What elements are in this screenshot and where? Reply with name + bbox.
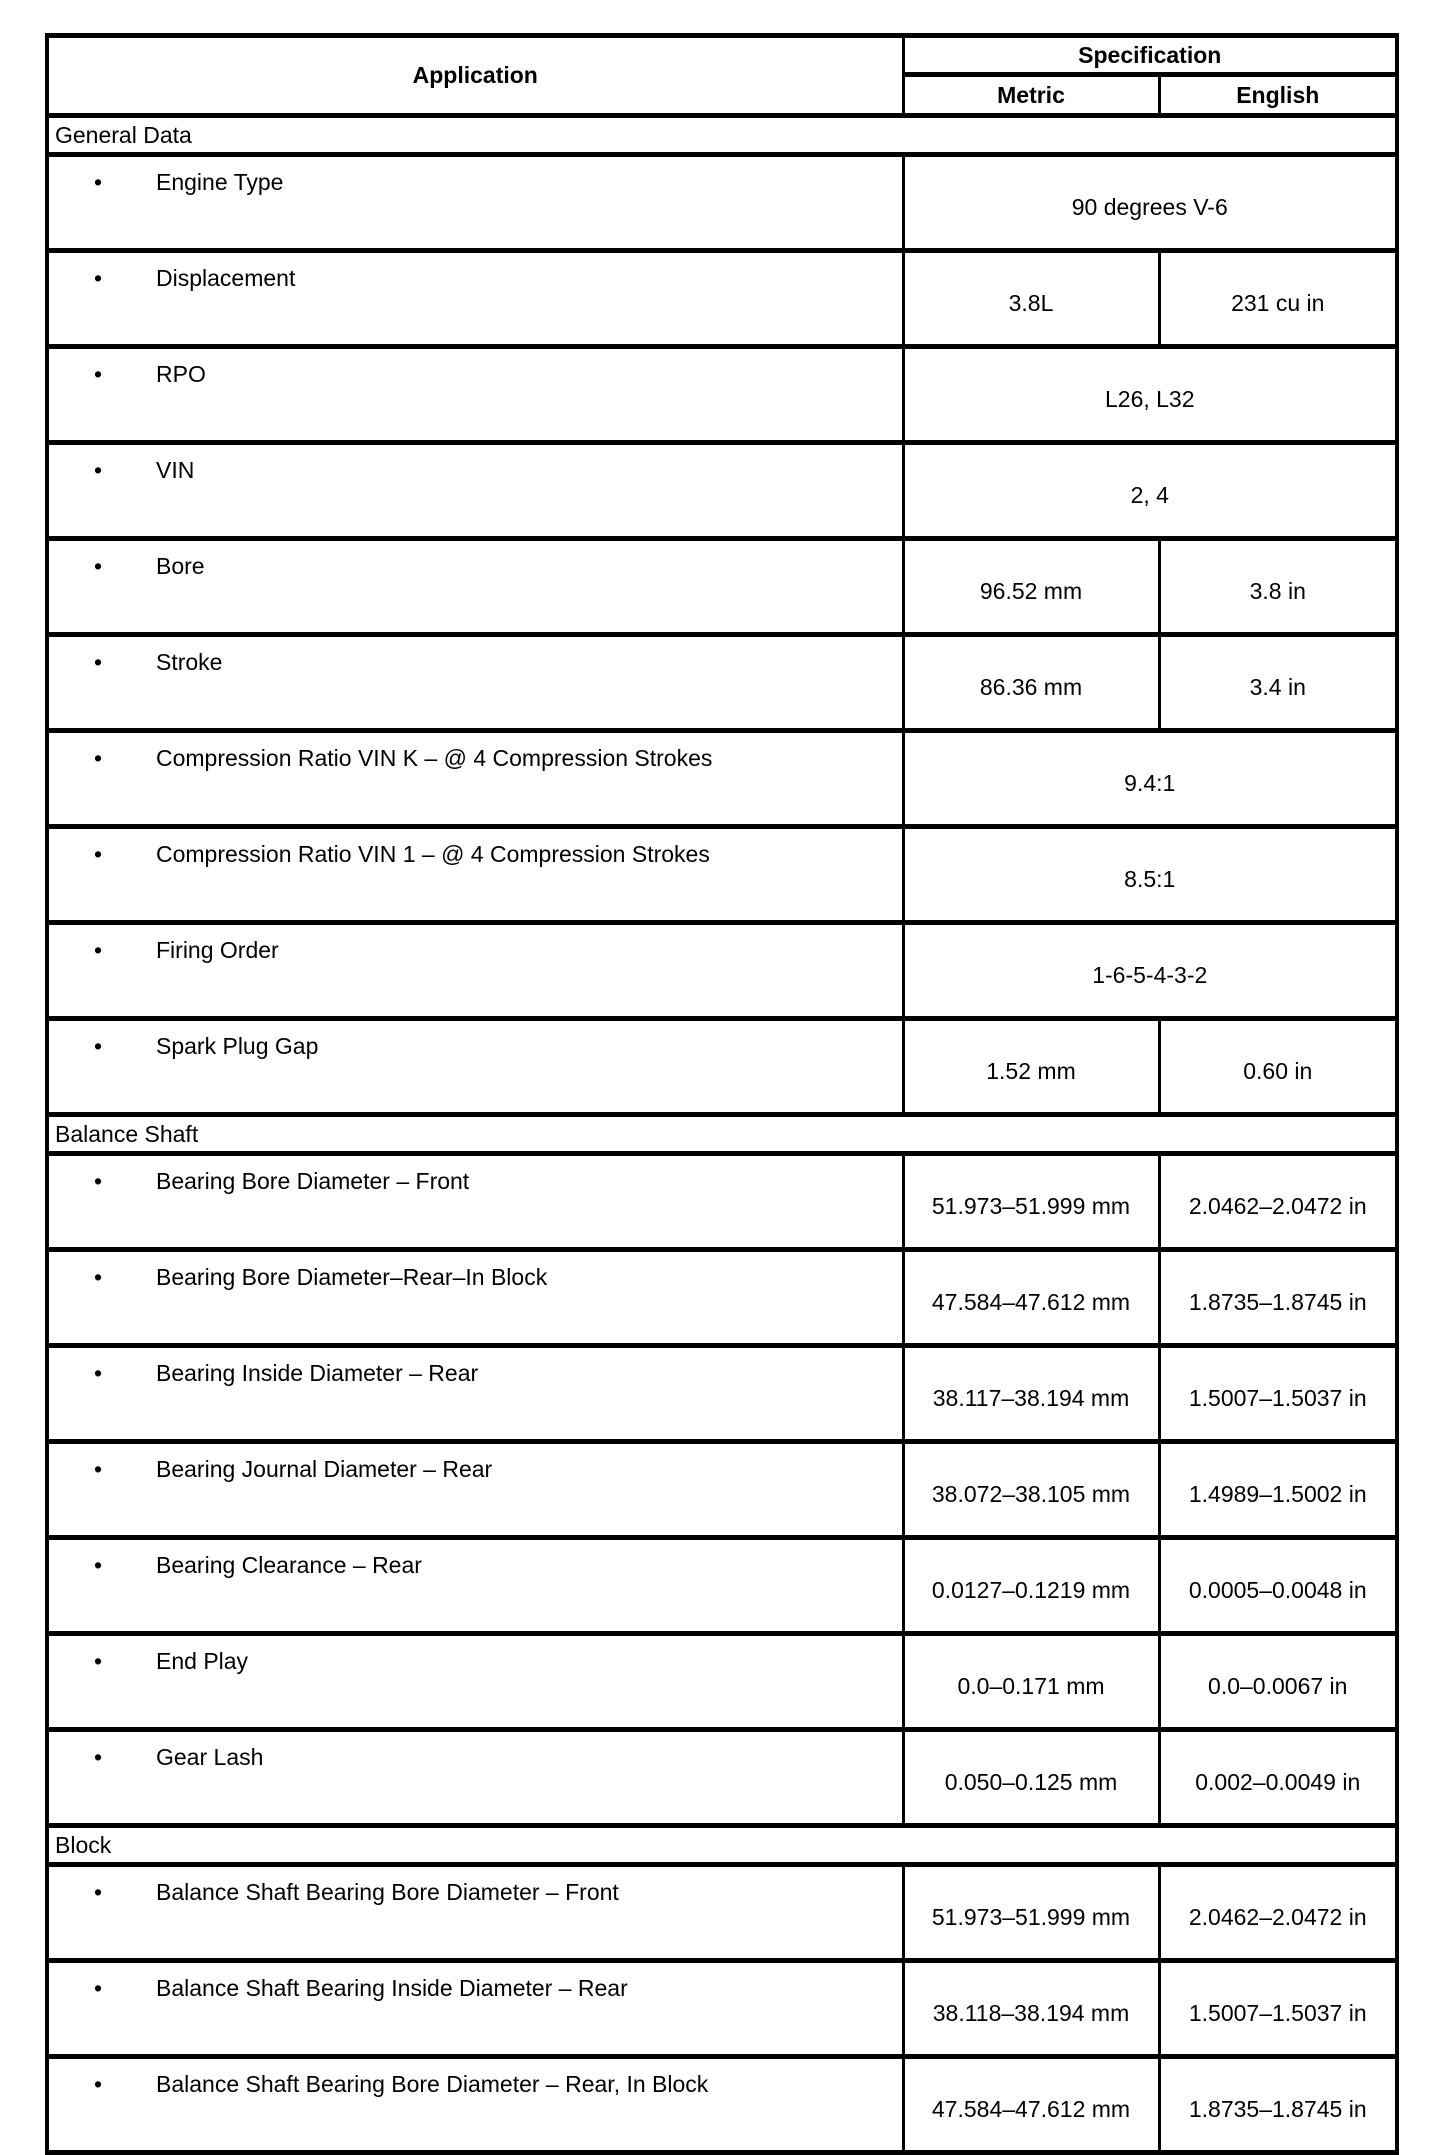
bullet-icon: • <box>94 1168 103 1194</box>
table-row <box>47 1346 1397 1442</box>
application-cell <box>47 731 903 827</box>
bullet-icon: • <box>94 937 103 963</box>
bullet-icon: • <box>94 841 103 867</box>
spec-value: 1-6-5-4-3-2 <box>903 923 1397 1019</box>
application-label: Bearing Inside Diameter – Rear <box>156 1360 479 1386</box>
application-label: RPO <box>156 361 206 387</box>
spec-value: 90 degrees V-6 <box>903 155 1397 251</box>
application-cell <box>47 827 903 923</box>
application-cell <box>47 1634 903 1730</box>
bullet-icon: • <box>94 553 103 579</box>
application-cell <box>47 1250 903 1346</box>
application-cell <box>47 1442 903 1538</box>
metric-value: 38.117–38.194 mm <box>903 1346 1159 1442</box>
metric-value: 47.584–47.612 mm <box>903 1250 1159 1346</box>
bullet-icon: • <box>94 1975 103 2001</box>
section-title: General Data <box>47 116 1397 155</box>
header-application: Application <box>47 36 903 116</box>
bullet-icon: • <box>94 361 103 387</box>
bullet-icon: • <box>94 1360 103 1386</box>
table-row <box>47 1730 1397 1826</box>
table-row <box>47 155 1397 251</box>
application-label: Balance Shaft Bearing Inside Diameter – Rear <box>156 1975 628 2001</box>
application-cell <box>47 923 903 1019</box>
application-label: Firing Order <box>156 937 279 963</box>
application-cell <box>47 443 903 539</box>
application-cell <box>47 1538 903 1634</box>
metric-value: 51.973–51.999 mm <box>903 1154 1159 1250</box>
metric-value: 0.0127–0.1219 mm <box>903 1538 1159 1634</box>
application-cell <box>47 251 903 347</box>
metric-value: 1.52 mm <box>903 1019 1159 1115</box>
application-label: Bearing Clearance – Rear <box>156 1552 422 1578</box>
application-label: Bearing Bore Diameter–Rear–In Block <box>156 1264 548 1290</box>
bullet-icon: • <box>94 169 103 195</box>
metric-value: 0.050–0.125 mm <box>903 1730 1159 1826</box>
metric-value: 47.584–47.612 mm <box>903 2057 1159 2153</box>
table-row <box>47 539 1397 635</box>
english-value: 0.0–0.0067 in <box>1159 1634 1397 1730</box>
english-value: 2.0462–2.0472 in <box>1159 1865 1397 1961</box>
specifications-table <box>45 33 1399 2155</box>
bullet-icon: • <box>94 2071 103 2097</box>
application-label: End Play <box>156 1648 249 1674</box>
bullet-icon: • <box>94 649 103 675</box>
application-label: Engine Type <box>156 169 284 195</box>
application-label: Gear Lash <box>156 1744 264 1770</box>
bullet-icon: • <box>94 1648 103 1674</box>
application-cell <box>47 155 903 251</box>
application-cell <box>47 1019 903 1115</box>
bullet-icon: • <box>94 457 103 483</box>
application-cell <box>47 1154 903 1250</box>
application-cell <box>47 1346 903 1442</box>
english-value: 3.4 in <box>1159 635 1397 731</box>
section-title: Block <box>47 1826 1397 1865</box>
english-value: 1.8735–1.8745 in <box>1159 1250 1397 1346</box>
bullet-icon: • <box>94 1264 103 1290</box>
table-row <box>47 1154 1397 1250</box>
application-cell <box>47 1730 903 1826</box>
table-row <box>47 1250 1397 1346</box>
metric-value: 0.0–0.171 mm <box>903 1634 1159 1730</box>
english-value: 1.5007–1.5037 in <box>1159 1346 1397 1442</box>
table-row <box>47 635 1397 731</box>
application-label: Compression Ratio VIN K – @ 4 Compression Strokes <box>156 745 713 771</box>
application-label: Balance Shaft Bearing Bore Diameter – Front <box>156 1879 619 1905</box>
bullet-icon: • <box>94 1456 103 1482</box>
spec-value: 2, 4 <box>903 443 1397 539</box>
metric-value: 96.52 mm <box>903 539 1159 635</box>
metric-value: 51.973–51.999 mm <box>903 1865 1159 1961</box>
metric-value: 38.118–38.194 mm <box>903 1961 1159 2057</box>
bullet-icon: • <box>94 1033 103 1059</box>
application-label: Bearing Journal Diameter – Rear <box>156 1456 493 1482</box>
table-row <box>47 1538 1397 1634</box>
bullet-icon: • <box>94 1744 103 1770</box>
spec-value: 9.4:1 <box>903 731 1397 827</box>
english-value: 1.5007–1.5037 in <box>1159 1961 1397 2057</box>
application-cell <box>47 539 903 635</box>
metric-value: 38.072–38.105 mm <box>903 1442 1159 1538</box>
metric-value: 3.8L <box>903 251 1159 347</box>
english-value: 231 cu in <box>1159 251 1397 347</box>
application-cell <box>47 635 903 731</box>
table-row <box>47 2057 1397 2153</box>
english-value: 0.0005–0.0048 in <box>1159 1538 1397 1634</box>
section-header-row <box>47 1115 1397 1154</box>
application-label: Stroke <box>156 649 223 675</box>
section-header-row <box>47 1826 1397 1865</box>
application-label: Spark Plug Gap <box>156 1033 319 1059</box>
metric-value: 86.36 mm <box>903 635 1159 731</box>
application-label: VIN <box>156 457 195 483</box>
english-value: 0.002–0.0049 in <box>1159 1730 1397 1826</box>
application-label: Balance Shaft Bearing Bore Diameter – Rear, In Block <box>156 2071 709 2097</box>
spec-value: L26, L32 <box>903 347 1397 443</box>
table-row <box>47 1634 1397 1730</box>
table-row <box>47 1019 1397 1115</box>
english-value: 1.4989–1.5002 in <box>1159 1442 1397 1538</box>
english-value: 0.60 in <box>1159 1019 1397 1115</box>
table-row <box>47 827 1397 923</box>
table-row <box>47 1865 1397 1961</box>
table-row <box>47 1961 1397 2057</box>
bullet-icon: • <box>94 265 103 291</box>
english-value: 1.8735–1.8745 in <box>1159 2057 1397 2153</box>
application-label: Bearing Bore Diameter – Front <box>156 1168 470 1194</box>
table-row <box>47 347 1397 443</box>
english-value: 2.0462–2.0472 in <box>1159 1154 1397 1250</box>
table-row <box>47 923 1397 1019</box>
english-value: 3.8 in <box>1159 539 1397 635</box>
application-cell <box>47 1865 903 1961</box>
section-header-row <box>47 116 1397 155</box>
table-row <box>47 731 1397 827</box>
bullet-icon: • <box>94 1552 103 1578</box>
header-specification: Specification <box>903 36 1397 75</box>
application-label: Bore <box>156 553 205 579</box>
table-row <box>47 443 1397 539</box>
header-english: English <box>1159 75 1397 116</box>
application-cell <box>47 1961 903 2057</box>
table-row <box>47 1442 1397 1538</box>
table-row <box>47 251 1397 347</box>
header-metric: Metric <box>903 75 1159 116</box>
spec-value: 8.5:1 <box>903 827 1397 923</box>
application-cell <box>47 347 903 443</box>
bullet-icon: • <box>94 745 103 771</box>
application-label: Displacement <box>156 265 296 291</box>
section-title: Balance Shaft <box>47 1115 1397 1154</box>
bullet-icon: • <box>94 1879 103 1905</box>
application-cell <box>47 2057 903 2153</box>
application-label: Compression Ratio VIN 1 – @ 4 Compression Strokes <box>156 841 710 867</box>
